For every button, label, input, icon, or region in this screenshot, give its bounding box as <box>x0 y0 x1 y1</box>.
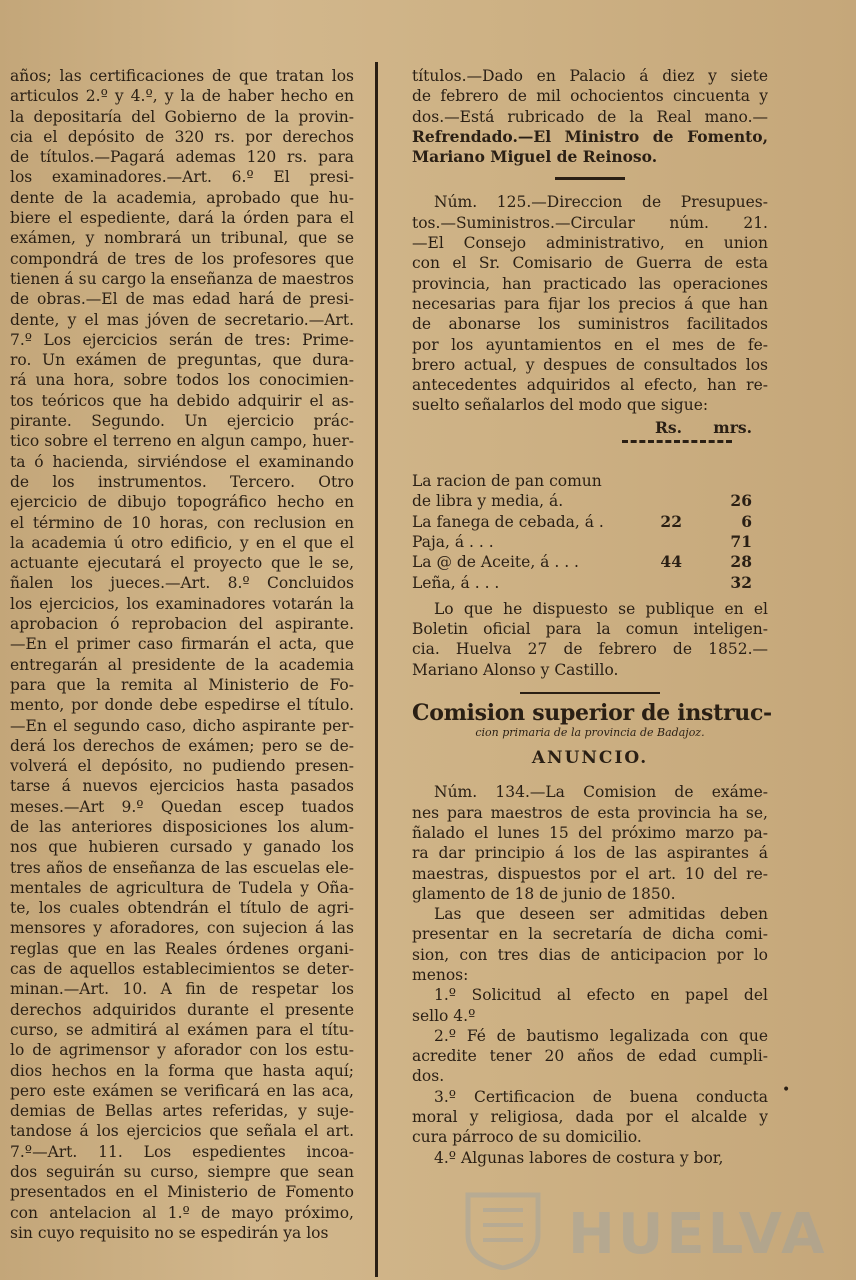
text-line: compondrá de tres de los profesores que <box>10 249 354 268</box>
price-mrs: 6 <box>741 511 752 531</box>
text-line: suelto señalarlos del modo que sigue: <box>412 396 709 415</box>
text-line: te, los cuales obtendrán el título de agri- <box>10 899 354 918</box>
commission-title: Comision superior de instruc- <box>412 700 772 727</box>
price-label: La racion de pan comun <box>412 472 602 491</box>
price-label: La @ de Aceite, á . . . <box>412 553 579 572</box>
text-line: 4.º Algunas labores de costura y bor, <box>434 1148 724 1167</box>
text-line: cura párroco de su domicilio. <box>412 1128 642 1147</box>
text-line: cia el depósito de 320 rs. por derechos <box>10 127 354 146</box>
huelva-watermark <box>448 1190 828 1270</box>
text-line: glamento de 18 de junio de 1850. <box>412 884 676 903</box>
text-line: sion, con tres dias de anticipacion por lo <box>412 945 768 964</box>
text-line: pirante. Segundo. Un ejercicio prác- <box>10 412 354 431</box>
text-line: con antelacion al 1.º de mayo próximo, <box>10 1203 354 1222</box>
text-line: de las anteriores disposiciones los alum- <box>10 817 354 836</box>
text-line: años; las certificaciones de que tratan los <box>10 67 354 85</box>
text-line: nos que hubieren cursado y ganado los <box>10 838 354 857</box>
price-label: de libra y media, á. <box>412 492 564 511</box>
text-line: moral y religiosa, dada por el alcalde y <box>412 1108 768 1127</box>
text-line: tos.—Suministros.—Circular núm. 21. <box>412 213 768 232</box>
header-rs: Rs. <box>654 417 682 437</box>
price-mrs: 32 <box>730 572 752 592</box>
header-mrs: mrs. <box>713 417 752 437</box>
price-row <box>412 552 752 572</box>
text-line: demias de Bellas artes referidas, y suje- <box>10 1102 354 1121</box>
text-line: exámen, y nombrará un tribunal, que se <box>10 229 354 248</box>
price-row <box>412 573 752 593</box>
text-line: ejercicio de dibujo topográfico hecho en <box>10 493 354 512</box>
text-line: de obras.—El de mas edad hará de presi- <box>10 290 354 309</box>
text-line: tarse á nuevos ejercicios hasta pasados <box>10 777 354 796</box>
text-line: derá los derechos de exámen; pero se de- <box>10 736 354 755</box>
text-line: Lo que he dispuesto se publique en el <box>434 599 768 618</box>
text-line: cia. Huelva 27 de febrero de 1852.— <box>412 640 768 659</box>
text-line: sin cuyo requisito no se espedirán ya los <box>10 1223 329 1242</box>
text-line: tico sobre el terreno en algun campo, huer- <box>10 432 354 451</box>
text-line: mensores y aforadores, con sujecion á las <box>10 919 354 938</box>
text-line: antecedentes adquiridos al efecto, han re- <box>412 376 768 395</box>
text-line: ñalen los jueces.—Art. 8.º Concluidos <box>10 574 354 593</box>
text-line: la depositaría del Gobierno de la provin- <box>10 107 354 126</box>
text-line: ñalado el lunes 15 del próximo marzo pa- <box>412 823 768 842</box>
price-label: Leña, á . . . <box>412 573 500 592</box>
circular-closing <box>412 599 768 680</box>
text-line: Núm. 125.—Direccion de Presupues- <box>434 193 768 212</box>
text-line: mentales de agricultura de Tudela y Oña- <box>10 878 354 897</box>
price-rs <box>612 573 682 593</box>
anuncio-heading: ANUNCIO. <box>531 748 649 769</box>
text-line: maestras, dispuestos por el art. 10 del re- <box>412 864 768 883</box>
text-line: ta ó hacienda, sirviéndose el examinando <box>10 452 354 471</box>
price-rs <box>612 532 682 552</box>
text-line: —En el primer caso firmarán el acta, que <box>10 635 354 654</box>
text-line: Núm. 134.—La Comision de exáme- <box>434 783 768 802</box>
text-line: de los instrumentos. Tercero. Otro <box>10 472 354 491</box>
shield-icon <box>448 1190 558 1270</box>
section-separator <box>555 177 625 180</box>
text-line: dos.—Está rubricado de la Real mano.— <box>412 107 768 126</box>
text-line: entregarán al presidente de la academia <box>10 655 354 674</box>
text-line: reglas que en las Reales órdenes organi- <box>10 939 354 958</box>
text-line: 2.º Fé de bautismo legalizada con que <box>434 1026 768 1045</box>
price-mrs: 26 <box>730 491 752 511</box>
price-label: La fanega de cebada, á . <box>412 512 604 531</box>
text-line: ra dar principio á los de las aspirantes á <box>412 844 768 863</box>
text-line: Las que deseen ser admitidas deben <box>434 905 768 924</box>
price-rs: 44 <box>660 552 682 572</box>
text-line: tres años de enseñanza de las escuelas ele- <box>10 858 354 877</box>
text-line: brero actual, y despues de consultados los <box>412 355 768 374</box>
text-line: 7.º Los ejercicios serán de tres: Prime- <box>10 330 354 349</box>
text-line: el término de 10 horas, con reclusion en <box>10 513 354 532</box>
price-mrs <box>682 471 752 491</box>
text-line: —El Consejo administrativo, en union <box>412 234 768 253</box>
text-line: la academia ú otro edificio, y en el que el <box>10 533 354 552</box>
text-line: articulos 2.º y 4.º, y la de haber hecho en <box>10 87 354 106</box>
text-line: nes para maestros de esta provincia ha se, <box>412 803 768 822</box>
text-line: tandose á los ejercicios que señala el art. <box>10 1122 354 1141</box>
price-mrs: 28 <box>730 552 752 572</box>
text-line: actuante ejecutará el proyecto que le se, <box>10 554 354 573</box>
text-line: pero este exámen se verificará en las aca, <box>10 1081 354 1100</box>
price-rows <box>412 471 752 593</box>
text-line: dente de la academia, aprobado que hu- <box>10 188 354 207</box>
text-line: 3.º Certificacion de buena conducta <box>434 1087 768 1106</box>
text-line: los examinadores.—Art. 6.º El presi- <box>10 168 354 187</box>
watermark-text: HUELVA <box>568 1202 828 1267</box>
text-line: Mariano Miguel de Reinoso. <box>412 147 658 167</box>
margin-mark: • <box>782 1082 791 1098</box>
price-rs: 22 <box>660 511 682 531</box>
section-separator-2 <box>520 692 660 694</box>
price-row <box>412 491 752 511</box>
text-line: Mariano Alonso y Castillo. <box>412 660 619 679</box>
price-label: Paja, á . . . <box>412 532 494 551</box>
text-line: provincia, han practicado las operaciones <box>412 274 768 293</box>
text-line: mento, por donde debe espedirse el título. <box>10 696 354 715</box>
text-line: 7.º—Art. 11. Los espedientes incoa- <box>10 1142 354 1161</box>
text-line: cas de aquellos establecimientos se deter- <box>10 960 354 979</box>
text-line: tienen á su cargo la enseñanza de maestros <box>10 269 354 288</box>
right-column <box>412 66 772 1168</box>
circular-125 <box>412 192 768 415</box>
table-rule <box>622 438 732 443</box>
text-line: Boletin oficial para la comun inteligen- <box>412 620 768 639</box>
text-line: 1.º Solicitud al efecto en papel del <box>434 986 768 1005</box>
price-row <box>412 471 752 491</box>
text-line: por los ayuntamientos en el mes de fe- <box>412 335 768 354</box>
text-line: biere el espediente, dará la órden para el <box>10 209 354 228</box>
text-line: los ejercicios, los examinadores votarán la <box>10 594 354 613</box>
text-line: meses.—Art 9.º Quedan escep tuados <box>10 797 354 816</box>
price-rs <box>612 471 682 491</box>
price-mrs: 71 <box>730 531 752 551</box>
text-line: para que la remita al Ministerio de Fo- <box>10 675 354 694</box>
decree-closing <box>412 66 768 167</box>
text-line: dos. <box>412 1067 445 1086</box>
text-line: dente, y el mas jóven de secretario.—Art. <box>10 310 354 329</box>
text-line: presentar en la secretaría de dicha comi- <box>412 925 768 944</box>
text-line: menos: <box>412 965 469 984</box>
price-row <box>412 512 752 532</box>
text-line: derechos adquiridos durante el presente <box>10 1000 354 1019</box>
text-line: dios hechos en la forma que hasta aquí; <box>10 1061 354 1080</box>
price-rs <box>612 491 682 511</box>
text-line: de febrero de mil ochocientos cincuenta y <box>412 87 768 106</box>
text-line: presentados en el Ministerio de Fomento <box>10 1183 354 1202</box>
text-line: Refrendado.—El Ministro de Fomento, <box>412 126 768 146</box>
text-line: de títulos.—Pagará ademas 120 rs. para <box>10 148 354 167</box>
text-line: necesarias para fijar los precios á que han <box>412 294 768 313</box>
price-table <box>412 418 752 438</box>
text-line: volverá el depósito, no pudiendo presen- <box>10 757 354 776</box>
text-line: —En el segundo caso, dicho aspirante per- <box>10 716 354 735</box>
text-line: sello 4.º <box>412 1006 476 1025</box>
text-line: con el Sr. Comisario de Guerra de esta <box>412 254 768 273</box>
anuncio-134 <box>412 782 768 1168</box>
text-line: tos teóricos que ha debido adquirir el as- <box>10 391 354 410</box>
text-line: aprobacion ó reprobacion del aspirante. <box>10 615 354 634</box>
text-line: de abonarse los suministros facilitados <box>412 315 768 334</box>
commission-subtitle: cion primaria de la provincia de Badajoz. <box>475 726 705 740</box>
price-row <box>412 532 752 552</box>
text-line: acredite tener 20 años de edad cumpli- <box>412 1047 768 1066</box>
text-line: dos seguirán su curso, siempre que sean <box>10 1163 354 1182</box>
text-line: curso, se admitirá al exámen para el títu- <box>10 1020 354 1039</box>
text-line: minan.—Art. 10. A fin de respetar los <box>10 980 354 999</box>
left-column <box>10 66 354 1243</box>
text-line: lo de agrimensor y aforador con los estu- <box>10 1041 354 1060</box>
text-line: títulos.—Dado en Palacio á diez y siete <box>412 67 768 85</box>
column-divider <box>375 62 378 1277</box>
text-line: ro. Un exámen de preguntas, que dura- <box>10 351 354 370</box>
text-line: rá una hora, sobre todos los conocimien- <box>10 371 354 390</box>
